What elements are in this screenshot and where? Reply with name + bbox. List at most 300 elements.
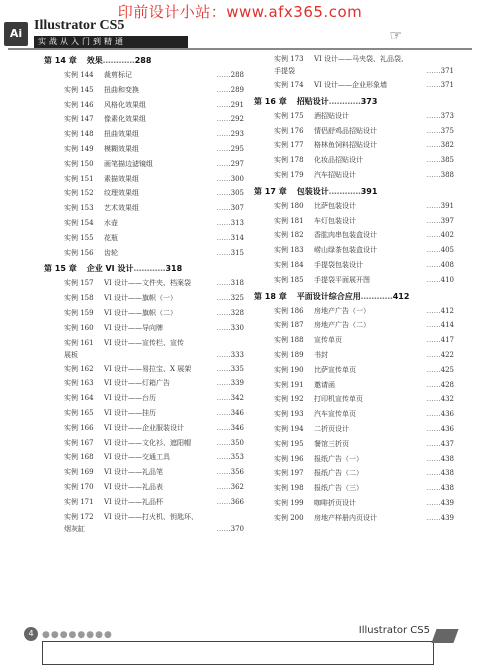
page-number-ref: 385 xyxy=(440,156,454,165)
leader-dots: …… xyxy=(216,100,231,109)
chapter-page: 288 xyxy=(134,56,152,65)
leader-dots: …… xyxy=(426,498,441,507)
chapter-heading xyxy=(44,262,244,276)
leader-dots: …… xyxy=(216,364,231,373)
leader-dots: …… xyxy=(426,306,441,315)
example-number: 实例 167 xyxy=(64,438,94,447)
leader-dots: …… xyxy=(216,323,231,332)
chapter-page-ref xyxy=(361,292,410,301)
page-number-ref: 295 xyxy=(230,144,244,153)
example-title: VI 设计——易拉宝、X 展架 xyxy=(104,364,192,373)
toc-entry xyxy=(44,306,244,321)
leader-dots: …… xyxy=(426,67,441,75)
example-number: 实例 176 xyxy=(274,126,304,135)
leader-dots: …… xyxy=(216,438,231,447)
page-ref xyxy=(427,466,454,481)
toc-entry xyxy=(44,172,244,187)
example-number: 实例 161 xyxy=(64,338,94,347)
page-ref xyxy=(217,186,244,201)
leader-dots: …… xyxy=(216,394,231,403)
page-ref xyxy=(217,465,244,480)
page-number-ref: 397 xyxy=(440,216,454,225)
leader-dots: …… xyxy=(216,71,231,79)
example-title: 房地产广告（一） xyxy=(314,306,370,315)
toc-entry xyxy=(44,376,244,391)
example-number: 实例 164 xyxy=(64,394,94,403)
page-ref xyxy=(217,112,244,127)
leader-dots: ………… xyxy=(102,56,135,65)
page-number-ref: 436 xyxy=(440,424,454,433)
page-number-ref: 307 xyxy=(230,204,244,213)
chapter-title: 效果 xyxy=(86,56,103,65)
page-number-ref: 414 xyxy=(440,321,454,330)
leader-dots: …… xyxy=(426,275,441,284)
leader-dots: …… xyxy=(216,85,231,94)
example-title: 车灯包装设计 xyxy=(314,216,356,225)
toc-entry xyxy=(44,112,244,127)
leader-dots: …… xyxy=(426,513,441,522)
page-ref xyxy=(217,306,244,321)
toc-entry xyxy=(254,258,454,273)
chapter-page: 412 xyxy=(392,291,410,301)
example-number: 实例 160 xyxy=(64,323,94,332)
example-number: 实例 146 xyxy=(64,100,94,109)
toc-entry xyxy=(44,142,244,157)
example-title: 邀请函 xyxy=(314,380,335,389)
toc-entry xyxy=(44,201,244,216)
page-ref xyxy=(217,231,244,246)
leader-dots: …… xyxy=(216,115,231,124)
page-ref xyxy=(217,321,244,336)
page-number-ref: 325 xyxy=(230,294,244,303)
example-title: 扭曲效果组 xyxy=(104,130,139,139)
leader-dots: …… xyxy=(216,218,231,227)
example-number: 实例 156 xyxy=(64,248,94,257)
example-title: 比萨包装设计 xyxy=(314,201,356,210)
example-title: 情侣舒鸡品招贴设计 xyxy=(314,126,377,135)
toc-entry xyxy=(44,465,244,480)
example-title: 房地产样册内页设计 xyxy=(314,513,377,522)
page-ref xyxy=(427,78,454,93)
page-ref xyxy=(217,362,244,377)
example-number: 实例 198 xyxy=(274,484,304,493)
chapter-page-ref xyxy=(133,264,182,273)
leader-dots: …… xyxy=(426,350,441,359)
page-ref xyxy=(217,172,244,187)
leader-dots: …… xyxy=(426,380,441,389)
toc-entry xyxy=(254,168,454,183)
toc-entry xyxy=(44,391,244,406)
example-number: 实例 150 xyxy=(64,159,94,168)
page-ref xyxy=(427,64,454,79)
example-title: 香肱肉串包装盒设计 xyxy=(314,231,377,240)
example-number: 实例 195 xyxy=(274,439,304,448)
example-number: 实例 149 xyxy=(64,144,94,153)
toc-entry xyxy=(44,157,244,172)
book-brand: Illustrator CS5 xyxy=(34,18,125,33)
page-number-ref: 289 xyxy=(230,85,244,94)
page-number-ref: 438 xyxy=(440,484,454,493)
example-title: VI 设计——灯箱广告 xyxy=(104,379,171,388)
page-footer xyxy=(0,627,480,671)
page-ref xyxy=(427,481,454,496)
chapter-heading xyxy=(254,290,454,304)
book-subtitle: 实战从入门到精通 xyxy=(34,36,188,48)
toc-entry xyxy=(254,392,454,407)
page-ref xyxy=(217,450,244,465)
example-number: 实例 185 xyxy=(274,275,304,284)
example-number: 实例 155 xyxy=(64,233,94,242)
example-number: 实例 190 xyxy=(274,365,304,374)
page-number-ref: 438 xyxy=(440,469,454,478)
example-title: 像素化效果组 xyxy=(104,115,146,124)
page-ref xyxy=(427,496,454,511)
page-number-ref: 388 xyxy=(440,170,454,179)
toc-entry xyxy=(44,186,244,201)
page-ref xyxy=(427,273,454,288)
toc-entry xyxy=(44,495,244,510)
example-number: 实例 144 xyxy=(64,71,94,79)
example-number: 实例 172 xyxy=(64,512,94,521)
page-ref xyxy=(427,214,454,229)
toc-entry xyxy=(44,83,244,98)
example-title: VI 设计——礼品表 xyxy=(104,482,164,491)
page-number-ref: 339 xyxy=(230,379,244,388)
toc-entry xyxy=(44,510,244,536)
page-ref xyxy=(427,109,454,124)
example-number: 实例 180 xyxy=(274,201,304,210)
page-ref xyxy=(427,228,454,243)
example-number: 实例 174 xyxy=(274,81,304,89)
page-ref xyxy=(427,168,454,183)
page-number-ref: 300 xyxy=(230,174,244,183)
toc-entry xyxy=(44,231,244,246)
example-number: 实例 171 xyxy=(64,497,94,506)
page-number-ref: 375 xyxy=(440,126,454,135)
toc-entry xyxy=(254,378,454,393)
leader-dots: ………… xyxy=(133,264,166,274)
page-header xyxy=(4,18,476,48)
example-title: VI 设计——礼品笔 xyxy=(104,468,164,477)
watermark-text: 印前设计小站：www.afx365.com xyxy=(117,3,363,21)
example-title: VI 设计——挂历 xyxy=(104,408,157,417)
page-number-ref: 408 xyxy=(440,260,454,269)
page-ref xyxy=(217,246,244,261)
leader-dots: …… xyxy=(216,423,231,432)
leader-dots: …… xyxy=(216,279,231,288)
page-ref xyxy=(427,258,454,273)
page-ref xyxy=(427,422,454,437)
page-ref xyxy=(427,333,454,348)
page-ref xyxy=(427,348,454,363)
example-number: 实例 177 xyxy=(274,141,304,150)
page-number-ref: 315 xyxy=(230,248,244,257)
page-number-ref: 439 xyxy=(440,498,454,507)
example-title: 咖啡折页设计 xyxy=(314,498,356,507)
leader-dots: …… xyxy=(426,156,441,165)
page-number-ref: 366 xyxy=(230,497,244,506)
leader-dots: …… xyxy=(216,159,231,168)
example-number: 实例 163 xyxy=(64,379,94,388)
page-number-ref: 346 xyxy=(230,423,244,432)
page-ref xyxy=(427,243,454,258)
example-title: 花瓶 xyxy=(104,233,118,242)
chapter-number: 第 16 章 xyxy=(254,96,287,106)
page-number-ref: 428 xyxy=(440,380,454,389)
chapter-title: 招贴设计 xyxy=(296,96,329,106)
page-number-ref: 362 xyxy=(230,482,244,491)
toc-entry xyxy=(44,276,244,291)
toc-entry xyxy=(44,450,244,465)
page-number-ref: 291 xyxy=(230,100,244,109)
footer-tab xyxy=(431,629,458,643)
chapter-page-ref xyxy=(103,56,152,65)
toc-entry xyxy=(44,362,244,377)
page-number-ref: 371 xyxy=(440,81,454,89)
leader-dots: …… xyxy=(426,395,441,404)
leader-dots: …… xyxy=(426,484,441,493)
toc-entry xyxy=(44,68,244,83)
example-number: 实例 154 xyxy=(64,218,94,227)
example-title: 打印机宣传单页 xyxy=(314,395,363,404)
page-number-ref: 350 xyxy=(230,438,244,447)
toc-entry xyxy=(254,318,454,333)
example-number: 实例 196 xyxy=(274,454,304,463)
page-number-ref: 313 xyxy=(230,218,244,227)
chapter-title: 企业 VI 设计 xyxy=(86,264,134,274)
example-title: VI 设计——文件夹、档案袋 xyxy=(104,279,192,288)
example-title: 报纸广告（二） xyxy=(314,469,363,478)
toc-entry xyxy=(44,291,244,306)
page-ref xyxy=(217,406,244,421)
chapter-title: 包装设计 xyxy=(296,186,329,196)
toc-entry xyxy=(254,452,454,467)
leader-dots: …… xyxy=(426,170,441,179)
example-number: 实例 169 xyxy=(64,468,94,477)
leader-dots: …… xyxy=(216,497,231,506)
leader-dots: …… xyxy=(426,365,441,374)
toc-entry xyxy=(44,406,244,421)
leader-dots: …… xyxy=(216,233,231,242)
page-number-ref: 402 xyxy=(440,231,454,240)
leader-dots: …… xyxy=(426,141,441,150)
toc-entry xyxy=(254,304,454,319)
example-title: 扭曲和变换 xyxy=(104,85,139,94)
example-title: 水壶 xyxy=(104,218,118,227)
page-number-ref: 412 xyxy=(440,306,454,315)
leader-dots: …… xyxy=(216,408,231,417)
toc-entry xyxy=(254,407,454,422)
leader-dots: ………… xyxy=(328,186,361,196)
page-number-ref: 371 xyxy=(440,67,454,75)
leader-dots: …… xyxy=(216,189,231,198)
page-number-ref: 370 xyxy=(230,524,244,533)
page-ref xyxy=(427,392,454,407)
page-number-ref: 373 xyxy=(440,111,454,120)
leader-dots: …… xyxy=(426,454,441,463)
example-number: 实例 153 xyxy=(64,204,94,213)
example-title: VI 设计——旗帜（一） xyxy=(104,294,178,303)
example-title: 风格化效果组 xyxy=(104,100,146,109)
example-number: 实例 152 xyxy=(64,189,94,198)
example-number: 实例 193 xyxy=(274,410,304,419)
page-number-ref: 333 xyxy=(230,350,244,359)
example-number: 实例 194 xyxy=(274,424,304,433)
example-number: 实例 173 xyxy=(274,55,304,63)
example-title: 画笔描边滤镜组 xyxy=(104,159,153,168)
chapter-heading xyxy=(254,185,454,199)
toc-entry xyxy=(254,124,454,139)
example-title: 纹理效果组 xyxy=(104,189,139,198)
example-title-cont: 手提袋 xyxy=(274,67,295,75)
toc-entry xyxy=(254,214,454,229)
example-number: 实例 166 xyxy=(64,423,94,432)
page-ref xyxy=(427,199,454,214)
example-number: 实例 199 xyxy=(274,498,304,507)
example-title: VI 设计——宣传栏、宣传 xyxy=(104,338,185,347)
chapter-page: 318 xyxy=(165,264,183,274)
example-title: 酒招贴设计 xyxy=(314,111,349,120)
page-number-ref: 318 xyxy=(230,279,244,288)
example-title: VI 设计——企业服装设计 xyxy=(104,423,185,432)
page-number-ref: 432 xyxy=(440,395,454,404)
page-number-ref: 356 xyxy=(230,468,244,477)
toc-entry xyxy=(44,436,244,451)
chapter-number: 第 15 章 xyxy=(44,264,77,274)
page-ref xyxy=(217,291,244,306)
example-title: 宣传单页 xyxy=(314,336,342,345)
example-number: 实例 170 xyxy=(64,482,94,491)
example-title: 艺术效果组 xyxy=(104,204,139,213)
footer-bar xyxy=(42,641,434,665)
example-title: 二折页设计 xyxy=(314,424,349,433)
example-title-cont: 展板 xyxy=(64,350,78,359)
example-title: 模糊效果组 xyxy=(104,144,139,153)
example-title: VI 设计——企业形象墙 xyxy=(314,81,388,89)
example-title: 格林鱼饲料招贴设计 xyxy=(314,141,377,150)
example-title: VI 设计——旗帜（二） xyxy=(104,308,178,317)
example-number: 实例 183 xyxy=(274,246,304,255)
example-number: 实例 165 xyxy=(64,408,94,417)
toc-entry xyxy=(44,98,244,113)
example-number: 实例 145 xyxy=(64,85,94,94)
leader-dots: …… xyxy=(216,248,231,257)
toc-column-right xyxy=(254,52,454,526)
toc-entry xyxy=(254,243,454,258)
toc-entry xyxy=(254,333,454,348)
pointing-hand-icon: ☞ xyxy=(389,28,402,44)
page-ref xyxy=(427,138,454,153)
example-title: 房地产广告（二） xyxy=(314,321,370,330)
leader-dots: …… xyxy=(216,468,231,477)
chapter-number: 第 18 章 xyxy=(254,291,287,301)
page-number-ref: 436 xyxy=(440,410,454,419)
toc-column-left xyxy=(44,52,244,536)
page-ref xyxy=(427,511,454,526)
page-ref xyxy=(427,378,454,393)
example-number: 实例 191 xyxy=(274,380,304,389)
page-ref xyxy=(217,216,244,231)
example-title: VI 设计——礼品杯 xyxy=(104,497,164,506)
page-ref xyxy=(217,348,244,363)
toc-entry xyxy=(254,153,454,168)
page-number: 4 xyxy=(24,627,38,641)
example-title: 报纸广告（三） xyxy=(314,484,363,493)
toc-entry xyxy=(44,321,244,336)
example-title: 素描效果组 xyxy=(104,174,139,183)
example-number: 实例 182 xyxy=(274,231,304,240)
page-ref xyxy=(217,142,244,157)
footer-dots: ●●●●●●●● xyxy=(42,630,113,640)
example-number: 实例 197 xyxy=(274,469,304,478)
example-number: 实例 192 xyxy=(274,395,304,404)
example-title: 手提袋包装设计 xyxy=(314,260,363,269)
example-title: 比萨宣传单页 xyxy=(314,365,356,374)
page-ref xyxy=(217,480,244,495)
leader-dots: …… xyxy=(216,174,231,183)
page-number-ref: 314 xyxy=(230,233,244,242)
page-number-ref: 292 xyxy=(230,115,244,124)
toc-entry xyxy=(44,216,244,231)
leader-dots: …… xyxy=(216,350,231,359)
page-number-ref: 353 xyxy=(230,453,244,462)
page-ref xyxy=(217,83,244,98)
leader-dots: …… xyxy=(426,336,441,345)
page-ref xyxy=(217,495,244,510)
example-number: 实例 158 xyxy=(64,294,94,303)
example-title: 报纸广告（一） xyxy=(314,454,363,463)
page-ref xyxy=(217,68,244,83)
page-ref xyxy=(217,157,244,172)
example-number: 实例 186 xyxy=(274,306,304,315)
leader-dots: …… xyxy=(426,424,441,433)
toc-entry xyxy=(44,336,244,362)
leader-dots: …… xyxy=(426,216,441,225)
page-ref xyxy=(217,376,244,391)
leader-dots: …… xyxy=(426,231,441,240)
example-title: 裁剪标记 xyxy=(104,71,132,79)
leader-dots: …… xyxy=(426,469,441,478)
example-title: 汽车宣传单页 xyxy=(314,410,356,419)
chapter-heading xyxy=(254,95,454,109)
footer-brand: Illustrator CS5 xyxy=(358,625,430,636)
toc-entry xyxy=(254,78,454,93)
leader-dots: …… xyxy=(216,308,231,317)
example-number: 实例 157 xyxy=(64,279,94,288)
example-title: 餐馆三折页 xyxy=(314,439,349,448)
example-title: 手提袋平面展开图 xyxy=(314,275,370,284)
example-title: VI 设计——打火机、钥匙环、 xyxy=(104,512,199,521)
example-number: 实例 184 xyxy=(274,260,304,269)
toc-entry xyxy=(44,421,244,436)
chapter-number: 第 14 章 xyxy=(44,56,77,65)
toc-entry xyxy=(254,422,454,437)
chapter-page: 373 xyxy=(360,96,378,106)
toc-entry xyxy=(254,228,454,243)
page-ref xyxy=(217,98,244,113)
example-number: 实例 179 xyxy=(274,170,304,179)
example-number: 实例 187 xyxy=(274,321,304,330)
page-ref xyxy=(427,304,454,319)
leader-dots: …… xyxy=(426,410,441,419)
leader-dots: …… xyxy=(216,453,231,462)
leader-dots: …… xyxy=(426,126,441,135)
example-title: VI 设计——台历 xyxy=(104,394,157,403)
page-number-ref: 438 xyxy=(440,454,454,463)
example-title: VI 设计——导向牌 xyxy=(104,323,164,332)
leader-dots: …… xyxy=(216,130,231,139)
page-number-ref: 439 xyxy=(440,513,454,522)
